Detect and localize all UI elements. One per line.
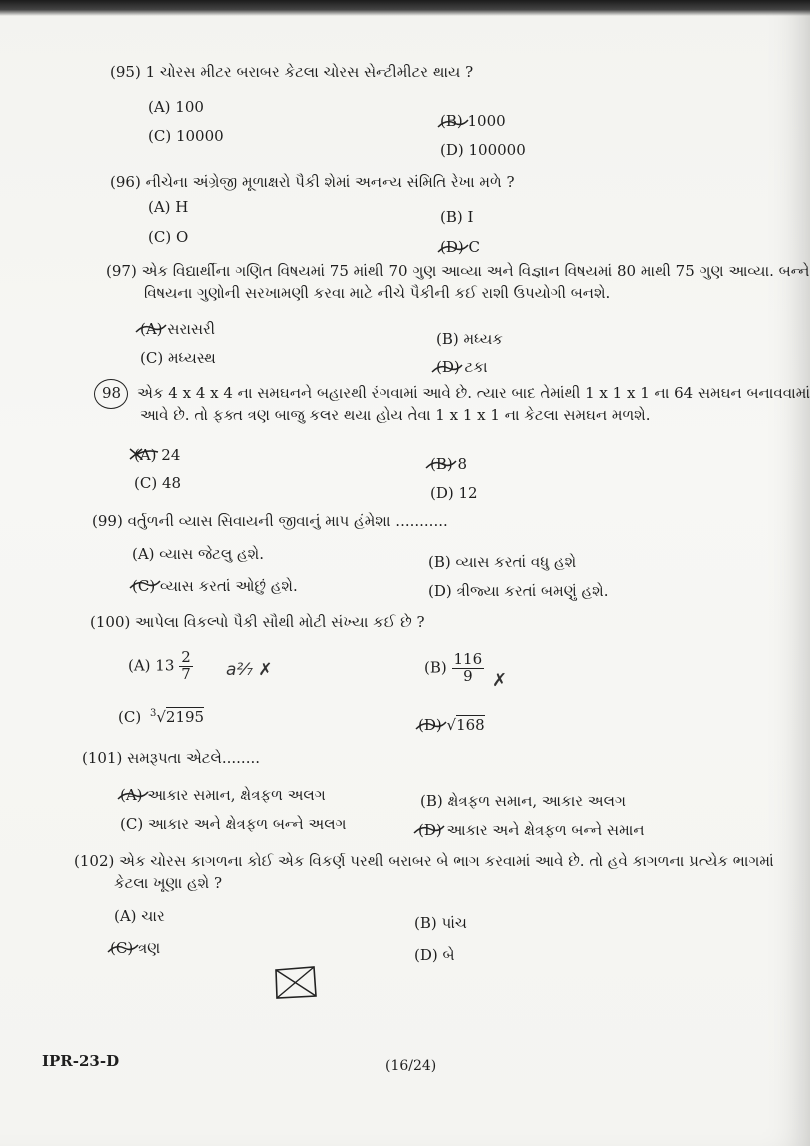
q98-option-d[interactable]: (D) 12 (430, 484, 478, 502)
q102-option-c[interactable]: (C) ત્રણ (110, 939, 161, 957)
q97-option-d[interactable]: (D) ટકા (436, 358, 488, 376)
question-100: (100) આપેલા વિકલ્પો પૈકી સૌથી મોટી સંખ્યા કઈ છે ? (90, 613, 425, 631)
question-97: (97) એક વિદ્યાર્થીના ગણિત વિષયમાં 75 માંથી 70 ગુણ આવ્યા અને વિજ્ઞાન વિષયમાં 80 માથી 75 ગુણ આવ્યા. બન્ને વિષયના ગુણોની સરખામણી કરવા માટે નીચે પૈકીની કઈ રાશી ઉપયોગી બનશે. (106, 262, 810, 302)
q102-option-b[interactable]: (B) પાંચ (414, 914, 467, 932)
q97-option-c[interactable]: (C) મધ્યસ્થ (140, 349, 216, 367)
question-102: (102) એક ચોરસ કાગળના કોઈ એક વિકર્ણ પરથી બરાબર બે ભાગ કરવામાં આવે છે. તો હવે કાગળના પ્રત્યેક ભાગમાં કેટલા ખૂણા હશે ? (74, 852, 774, 892)
q97-option-b[interactable]: (B) મધ્યક (436, 330, 503, 348)
q101-option-b[interactable]: (B) ક્ષેત્રફળ સમાન, આકાર અલગ (420, 792, 626, 810)
q100-option-b[interactable]: (B) $\frac{116}{9}$ (424, 650, 483, 685)
question-101: (101) સમરૂપતા એટલે........ (82, 749, 261, 767)
q101-option-d[interactable]: (D) આકાર અને ક્ષેત્રફળ બન્ને સમાન (418, 821, 645, 839)
fraction: $\frac{116}{9}$ (453, 650, 483, 685)
question-96: (96) નીચેના અંગ્રેજી મૂળાક્ષરો પૈકી શેમાં અનન્ય સંમિતિ રેખા મળે ? (110, 173, 515, 191)
q95-option-a[interactable]: (A) 100 (148, 98, 204, 116)
q102-option-d[interactable]: (D) બે (414, 946, 455, 964)
paper-code: IPR-23-D (42, 1052, 120, 1070)
handwritten-note: a²⁄₇ ✗ (226, 660, 273, 680)
q95-option-d[interactable]: (D) 100000 (440, 141, 526, 159)
q101-option-a[interactable]: (A) આકાર સમાન, ક્ષેત્રફળ અલગ (120, 786, 326, 804)
radical-icon: √ (156, 708, 166, 726)
q98-option-b[interactable]: (B) 8 (430, 455, 468, 473)
q102-option-a[interactable]: (A) ચાર (114, 907, 165, 925)
q100-option-d[interactable]: (D) √168 (418, 716, 485, 734)
page-number: (16/24) (385, 1058, 437, 1074)
q96-option-d[interactable]: (D) C (440, 238, 480, 256)
q95-option-b[interactable]: (B) 1000 (440, 112, 506, 130)
fraction: $\frac{2}{7}$ (181, 648, 191, 683)
q99-option-c[interactable]: (C) વ્યાસ કરતાં ઓછું હશે. (132, 577, 298, 595)
radical-icon: √ (446, 716, 457, 734)
question-95: (95) 1 ચોરસ મીટર બરાબર કેટલા ચોરસ સેન્ટીમીટર થાય ? (110, 63, 474, 81)
q98-option-c[interactable]: (C) 48 (134, 474, 182, 492)
q100-option-a[interactable]: (A) 13 $\frac{2}{7}$ (128, 648, 191, 683)
q96-option-b[interactable]: (B) I (440, 208, 474, 226)
hand-drawn-square-diagonal-sketch (272, 964, 318, 1000)
q98-option-a[interactable]: (A) 24 (134, 446, 181, 464)
scan-edge-shadow (0, 0, 810, 16)
q99-option-d[interactable]: (D) ત્રીજ્યા કરતાં બમણું હશે. (428, 582, 609, 600)
question-99: (99) વર્તુળની વ્યાસ સિવાયની જીવાનું માપ હંમેશા ........... (92, 512, 448, 530)
q100-option-c[interactable]: (C) $^3$√2195 (118, 708, 205, 726)
q99-option-a[interactable]: (A) વ્યાસ જેટલુ હશે. (132, 545, 264, 563)
q96-option-a[interactable]: (A) H (148, 198, 189, 216)
cross-mark-icon: ✗ (492, 670, 508, 691)
q95-option-c[interactable]: (C) 10000 (148, 127, 224, 145)
q101-option-c[interactable]: (C) આકાર અને ક્ષેત્રફળ બન્ને અલગ (120, 815, 347, 833)
q99-option-b[interactable]: (B) વ્યાસ કરતાં વધુ હશે (428, 553, 577, 571)
q97-option-a[interactable]: (A) સરાસરી (140, 320, 216, 338)
q96-option-c[interactable]: (C) O (148, 228, 189, 246)
question-98: 98 એક 4 x 4 x 4 ના સમઘનને બહારથી રંગવામાં આવે છે. ત્યાર બાદ તેમાંથી 1 x 1 x 1 ના 64 સમઘન બનાવવામાં આવે છે. તો ફક્ત ત્રણ બાજુ કલર થયા હોય તેવા 1 x 1 x 1 ના કેટલા સમઘન મળશે. (102, 384, 810, 424)
